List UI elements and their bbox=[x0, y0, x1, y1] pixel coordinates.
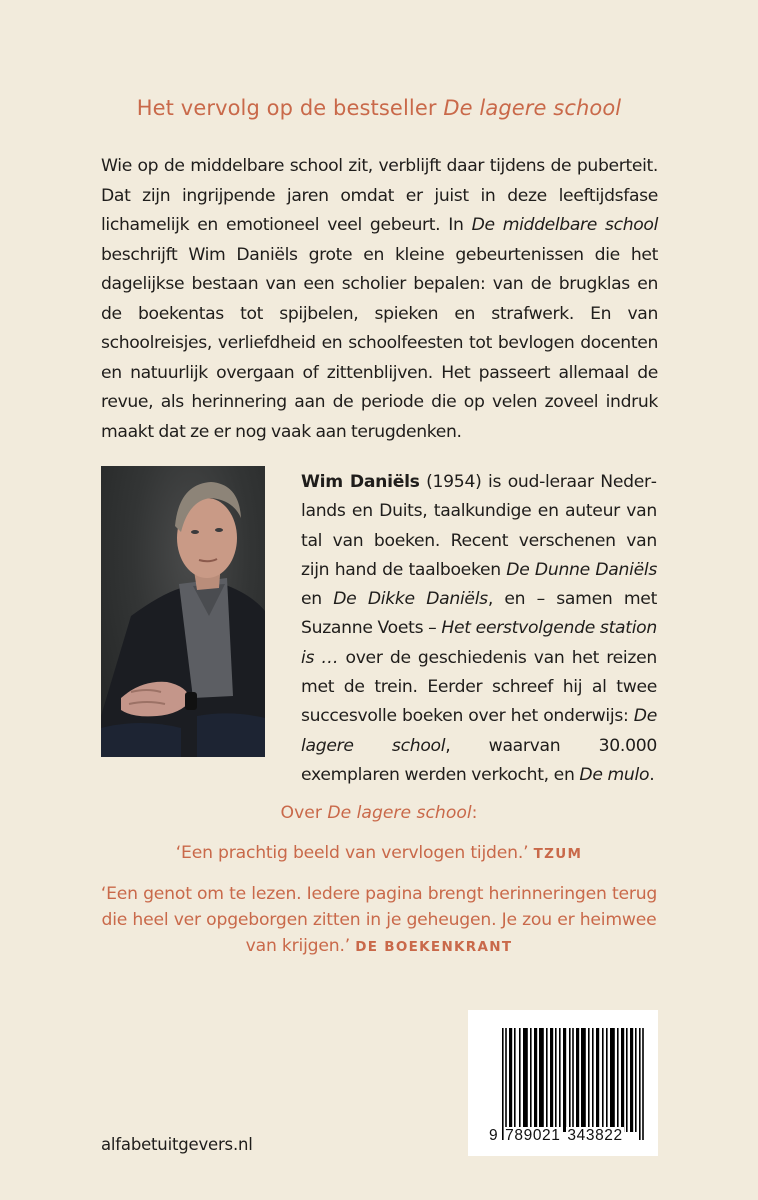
author-photo bbox=[101, 466, 265, 757]
blurb-part-2: beschrijft Wim Daniëls grote en kleine gebeurtenissen die het dagelijkse bestaan van een scholier bepalen: van de brugklas en de boekentas tot spijbelen, spieken en strafwerk. En van schoolreisjes, verliefdheid en schoolfeesten tot bevlogen docenten en natuurlijk overgaan of zittenblijven. Het passeert allemaal de revue, als herinnering aan de periode die op velen zoveel indruk maakt dat ze er nog vaak aan terugdenken. bbox=[101, 244, 658, 442]
review-source: TZUM bbox=[533, 846, 583, 862]
review-quote bbox=[96, 881, 662, 960]
blurb-part-1: Wie op de middelbare school zit, verblijft daar tijdens de puberteit. Dat zijn ingrijpende jaren omdat er juist in deze leeftijdsfase lichamelijk en emotioneel veel gebeurt. In bbox=[101, 156, 658, 235]
book-blurb bbox=[101, 152, 658, 447]
isbn-number bbox=[488, 1127, 648, 1145]
isbn-group-2: 343822 bbox=[567, 1127, 623, 1144]
blurb-book-title: De middelbare school bbox=[471, 215, 658, 235]
isbn-group-1: 789021 bbox=[505, 1127, 561, 1144]
bio-text: (1954) is oud-leraar Nederlands en Duits, taalkundige en auteur van tal van boeken. Recent verschenen van zijn hand de taalboeken bbox=[301, 472, 657, 580]
reviews-heading bbox=[96, 800, 662, 826]
tagline bbox=[0, 96, 758, 120]
reviews-heading-prefix: Over bbox=[280, 803, 328, 823]
bio-text: , en – samen met Suzanne Voets – bbox=[301, 589, 658, 639]
reviews-section bbox=[96, 800, 662, 974]
author-portrait-illustration bbox=[101, 466, 265, 757]
bio-text: . bbox=[649, 764, 655, 785]
tagline-book-title: De lagere school bbox=[443, 96, 622, 120]
tagline-prefix: Het vervolg op de bestseller bbox=[136, 96, 444, 120]
bio-text: , waarvan 30.000 exemplaren werden verkocht, en bbox=[301, 735, 657, 785]
bio-text: over de geschiedenis van het reizen met de trein. Eerder schreef hij al twee succesvolle boeken over het onderwijs: bbox=[301, 647, 657, 727]
author-name: Wim Daniëls bbox=[301, 472, 420, 492]
reviews-heading-title: De lagere school bbox=[327, 803, 472, 823]
isbn-barcode bbox=[468, 1010, 658, 1156]
review-text: ‘Een genot om te lezen. Iedere pagina brengt herinneringen terug die heel ver opgeborgen zitten in je geheugen. Je zou er heimwee van krijgen.’ bbox=[100, 884, 658, 956]
publisher-website[interactable]: alfabetuitgevers.nl bbox=[101, 1135, 253, 1154]
bio-book-title: De Dikke Daniëls bbox=[333, 589, 488, 610]
bio-text: en bbox=[301, 589, 334, 610]
reviews-heading-suffix: : bbox=[471, 803, 478, 823]
review-quote bbox=[96, 840, 662, 867]
review-text: ‘Een prachtig beeld van vervlogen tijden.’ bbox=[175, 843, 529, 863]
author-bio bbox=[301, 468, 657, 790]
bio-book-title: Het eerstvolgende station is … bbox=[301, 618, 657, 668]
bio-book-title: De lagere school bbox=[301, 706, 657, 756]
review-source: DE BOEKENKRANT bbox=[355, 939, 513, 955]
bio-book-title: De Dunne Daniëls bbox=[506, 559, 657, 580]
bio-book-title: De mulo bbox=[579, 764, 650, 785]
barcode-bars-icon bbox=[502, 1028, 644, 1140]
isbn-lead-digit: 9 bbox=[489, 1127, 499, 1144]
